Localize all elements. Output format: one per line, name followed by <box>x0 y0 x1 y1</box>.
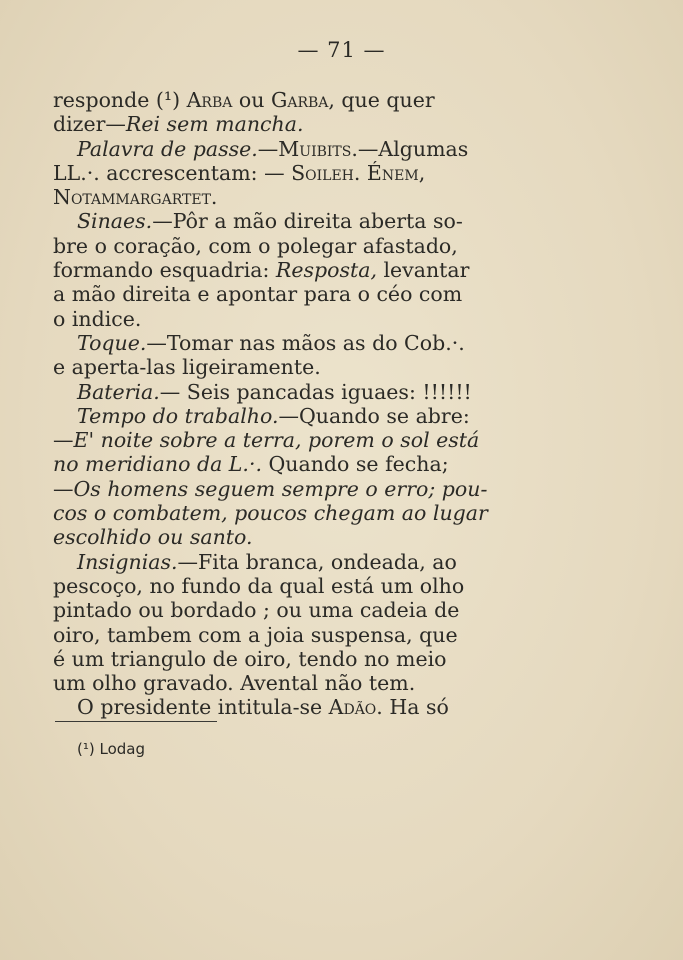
smallcaps-run: Arba <box>186 88 233 112</box>
text-line <box>53 477 531 501</box>
text-run: , <box>418 160 426 185</box>
text-run: —Quando se abre: <box>278 403 470 428</box>
text-run: LL.·. accrescentam: — <box>53 160 292 185</box>
text-run: —Pôr a mão direita aberta so- <box>152 209 463 234</box>
text-run: formando esquadria: <box>53 258 276 283</box>
text-line <box>53 623 531 647</box>
text-run: bre o coração, com o polegar afastado, <box>53 233 458 258</box>
text-line <box>53 574 531 598</box>
text-run: O presidente intitula-se <box>77 695 329 720</box>
text-line <box>53 137 531 161</box>
text-line <box>53 598 531 622</box>
italic-run: Rei sem mancha. <box>125 112 304 137</box>
footnote-rule <box>55 721 217 722</box>
text-line <box>53 234 531 258</box>
text-run: a mão direita e apontar para o céo com <box>53 282 463 307</box>
text-run: o indice. <box>53 306 142 331</box>
text-line <box>53 209 531 233</box>
italic-run: Tempo do trabalho. <box>77 403 279 428</box>
text-run: dizer— <box>53 112 126 137</box>
text-line <box>53 428 531 452</box>
italic-run: Os homens seguem sempre o erro; pou- <box>73 476 488 501</box>
text-line <box>53 331 531 355</box>
text-run: , que quer <box>328 88 435 112</box>
smallcaps-run: Garba <box>270 88 329 112</box>
text-run: Quando se fecha; <box>261 452 449 477</box>
text-line <box>53 282 531 306</box>
text-run: —Fita branca, ondeada, ao <box>177 549 457 574</box>
text-run: — <box>53 428 74 453</box>
italic-run: Resposta, <box>275 258 377 283</box>
italic-run: E' noite sobre a terra, porem o sol está <box>73 428 480 453</box>
text-line <box>53 380 531 404</box>
text-line <box>53 185 531 209</box>
smallcaps-run: Énem <box>366 160 419 185</box>
text-run: —Tomar nas mãos as do Cob.·. <box>146 330 465 355</box>
text-line <box>53 695 531 719</box>
text-run: e aperta-las ligeiramente. <box>53 355 321 380</box>
text-run: — <box>53 476 74 501</box>
footnote: (¹) Lodag <box>77 740 145 758</box>
text-line <box>53 550 531 574</box>
text-run: pintado ou bordado ; ou uma cadeia de <box>53 598 460 623</box>
italic-run: cos o combatem, poucos chegam ao lugar <box>53 501 488 526</box>
italic-run: Toque. <box>77 330 147 355</box>
text-run: ou <box>232 88 271 112</box>
text-line <box>53 88 531 112</box>
text-line <box>53 671 531 695</box>
italic-run: escolhido ou santo. <box>53 525 253 550</box>
text-line <box>53 355 531 379</box>
text-line <box>53 307 531 331</box>
text-line <box>53 404 531 428</box>
text-line <box>53 501 531 525</box>
text-run: . <box>353 160 367 185</box>
text-run: responde (¹) <box>53 88 187 112</box>
italic-run: Sinaes. <box>77 209 153 234</box>
page-body-text <box>53 88 531 720</box>
text-run: — Seis pancadas iguaes: !!!!!! <box>159 379 472 404</box>
italic-run: no meridiano da L.·. <box>53 452 262 477</box>
text-line <box>53 647 531 671</box>
smallcaps-run: Adão <box>328 695 377 720</box>
text-line <box>53 258 531 282</box>
text-run: — <box>257 136 279 161</box>
text-line <box>53 112 531 136</box>
italic-run: Palavra de passe. <box>77 136 258 161</box>
text-run: é um triangulo de oiro, tendo no meio <box>53 646 447 671</box>
italic-run: Insignias. <box>77 549 178 574</box>
text-line <box>53 452 531 476</box>
text-line <box>53 525 531 549</box>
text-run: levantar <box>376 258 470 283</box>
text-run: . <box>210 185 218 210</box>
text-line <box>53 161 531 185</box>
text-run: um olho gravado. Avental não tem. <box>53 671 416 696</box>
text-run: pescoço, no fundo da qual está um olho <box>53 573 465 598</box>
text-run: . Ha só <box>376 695 449 720</box>
smallcaps-run: Soileh <box>291 160 354 185</box>
italic-run: Bateria. <box>77 379 160 404</box>
page-number: — 71 — <box>297 38 386 62</box>
smallcaps-run: Muibits <box>278 136 352 161</box>
text-run: oiro, tambem com a joia suspensa, que <box>53 622 458 647</box>
smallcaps-run: Notammargartet <box>53 185 211 210</box>
text-run: .—Algumas <box>351 136 469 161</box>
